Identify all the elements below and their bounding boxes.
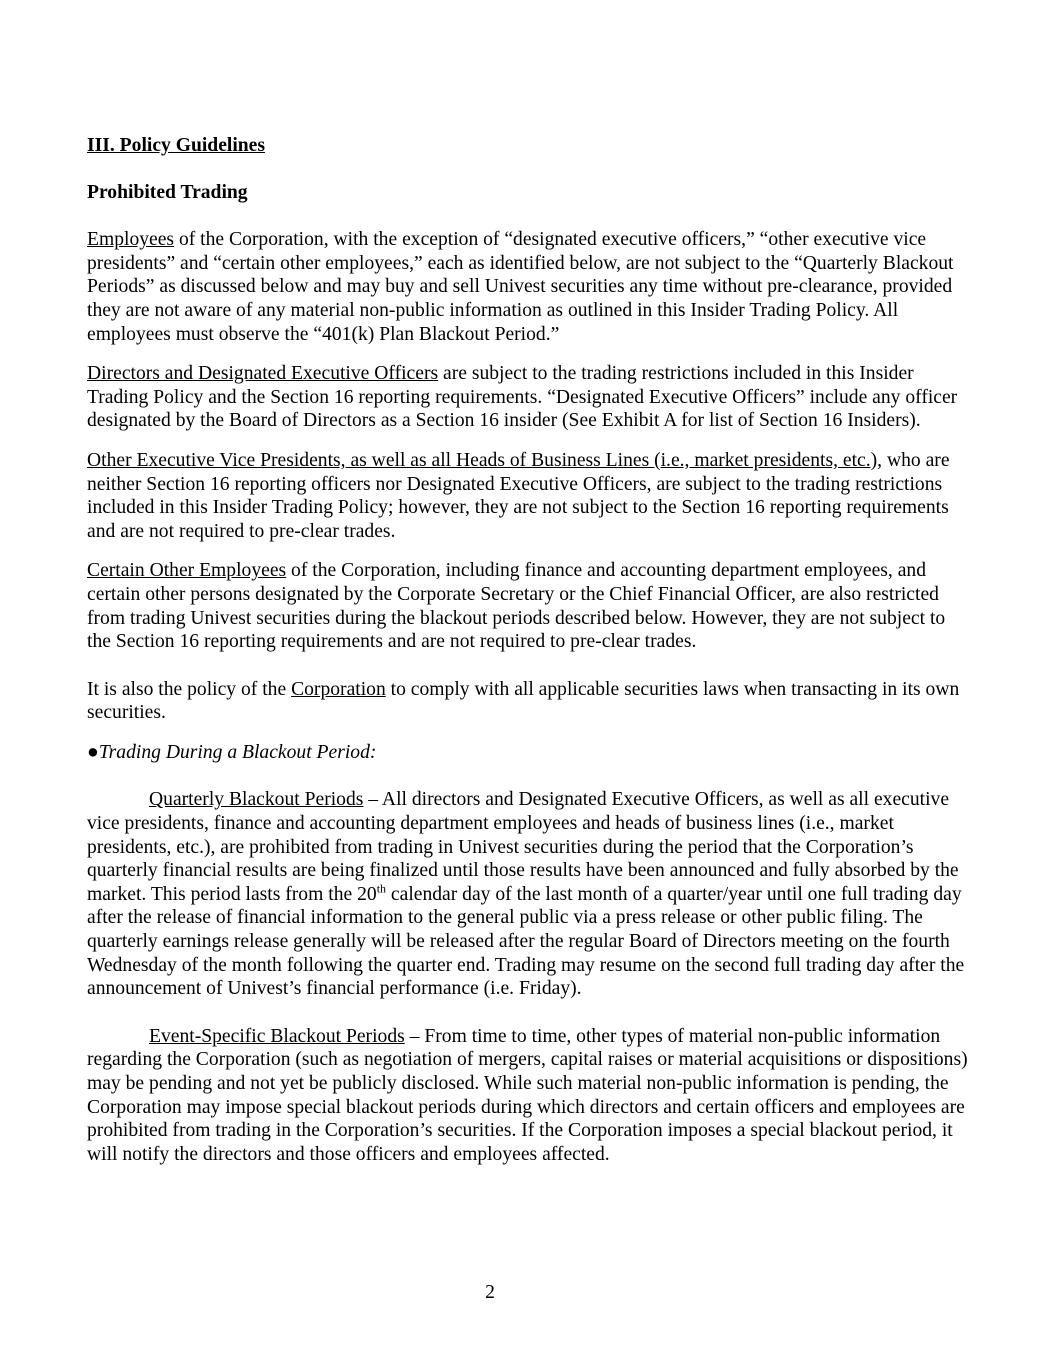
term-directors: Directors and Designated Executive Officers bbox=[87, 363, 439, 385]
term-event-specific: Event-Specific Blackout Periods bbox=[149, 1025, 405, 1047]
bullet-icon: ● bbox=[87, 741, 99, 763]
subheading-prohibited-trading: Prohibited Trading bbox=[87, 181, 248, 203]
paragraph-quarterly-blackout bbox=[87, 788, 971, 1000]
paragraph-event-specific-blackout bbox=[87, 1025, 971, 1167]
ordinal-suffix: th bbox=[376, 881, 387, 896]
bullet-text: Trading During a Blackout Period: bbox=[98, 741, 377, 763]
corporation-before: It is also the policy of the bbox=[87, 678, 292, 700]
paragraph-other-evps bbox=[87, 449, 971, 543]
term-quarterly-blackout: Quarterly Blackout Periods bbox=[149, 789, 364, 811]
page-number: 2 bbox=[485, 1282, 495, 1303]
term-corporation: Corporation bbox=[291, 678, 386, 700]
paragraph-corporation bbox=[87, 678, 971, 725]
event-specific-text: – From time to time, other types of material non-public information regarding the Corporation (such as negotiation of mergers, capital raises or material acquisitions or dispositions) may be pending and not yet be publicly disclosed. While such material non-public information is pending, the Corporation may impose special blackout periods during which directors and certain officers and employees are prohibited from trading in the Corporation’s securities. If the Corporation imposes a special blackout period, it will notify the directors and those officers and employees affected. bbox=[87, 1025, 968, 1165]
employees-text: of the Corporation, with the exception of “designated executive officers,” “other executive vice presidents” and “certain other employees,” each as identified below, are not subject to the “Quarterly Blackout Periods” as discussed below and may buy and sell Univest securities any time without pre-clearance, provided they are not aware of any material non-public information as outlined in this Insider Trading Policy. All employees must observe the “401(k) Plan Blackout Period.” bbox=[87, 229, 954, 345]
other-evps-text: who are neither Section 16 reporting officers nor Designated Executive Officers, are subject to the trading restrictions included in this Insider Trading Policy; however, they are not subject to the Section 16 reporting requirements and are not required to pre-clear trades. bbox=[87, 449, 950, 542]
paragraph-directors bbox=[87, 362, 971, 433]
directors-text: are subject to the trading restrictions included in this Insider Trading Policy and the Section 16 reporting requirements. “Designated Executive Officers” include any officer designated by the Board of Directors as a Section 16 insider (See Exhibit A for list of Section 16 Insiders). bbox=[87, 363, 958, 432]
certain-others-text: of the Corporation, including finance and accounting department employees, and certain other persons designated by the Corporate Secretary or the Chief Financial Officer, are also restricted from trading Univest securities during the blackout periods described below. However, they are not subject to the Section 16 reporting requirements and are not required to pre-clear trades. bbox=[87, 560, 946, 653]
term-employees: Employees bbox=[87, 229, 175, 251]
paragraph-employees bbox=[87, 228, 971, 346]
quarterly-text-b: calendar day of the last month of a quarter/year until one full trading day after the release of financial information to the general public via a press release or other public filing. The quarterly earnings release generally will be released after the regular Board of Directors meeting on the fourth Wednesday of the month following the quarter end. Trading may resume on the second full trading day after the announcement of Univest’s financial performance (i.e. Friday). bbox=[87, 883, 965, 1000]
bullet-trading-blackout bbox=[87, 741, 971, 765]
document-page bbox=[87, 134, 971, 1166]
quarterly-text-a: – All directors and Designated Executive Officers, as well as all executive vice presidents, finance and accounting department employees and heads of business lines (i.e., market presidents, etc.), are prohibited from trading in Univest securities during the period that the Corporation’s quarterly financial results are being finalized until those results have been announced and fully absorbed by the market. This period lasts from the 20 bbox=[87, 789, 959, 905]
paragraph-certain-others bbox=[87, 559, 971, 653]
term-other-evps: Other Executive Vice Presidents, as well as all Heads of Business Lines (i.e., market presidents, etc.), bbox=[87, 449, 883, 471]
term-certain-others: Certain Other Employees bbox=[87, 560, 287, 582]
corporation-after: to comply with all applicable securities laws when transacting in its own securities. bbox=[87, 678, 960, 724]
section-title: III. Policy Guidelines bbox=[87, 135, 265, 156]
